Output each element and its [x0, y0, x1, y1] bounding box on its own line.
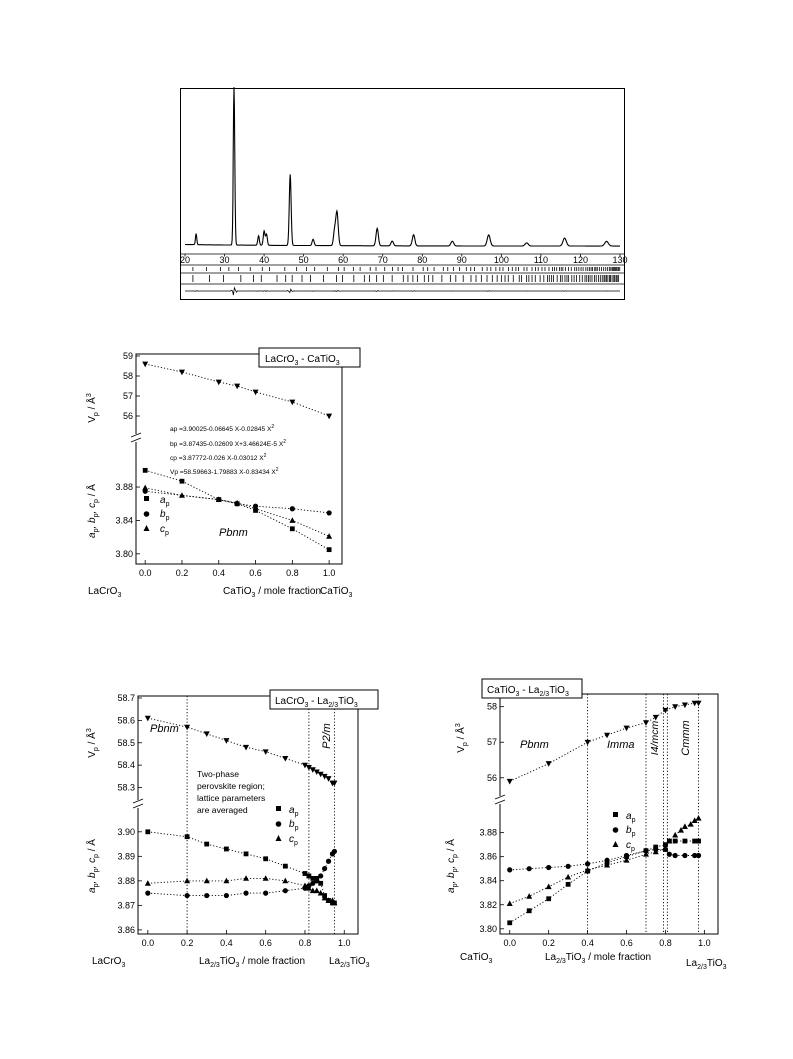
- catio3-la23tio3-chart: [440, 676, 752, 976]
- series-b-point: [546, 865, 551, 870]
- xrd-tick-label: 60: [338, 255, 349, 265]
- series-b-point: [290, 506, 295, 511]
- lattice-tick-label: 3.88: [117, 875, 135, 886]
- x-tick-label: 1.0: [322, 568, 336, 578]
- chart1-legend: [144, 495, 170, 537]
- volume-tick-label: 56: [122, 411, 133, 421]
- series-b-point: [696, 853, 701, 858]
- series-c-line: [148, 878, 335, 903]
- xrd-profile: [185, 87, 620, 246]
- x-tick-label: 1.0: [337, 938, 351, 948]
- xrd-tick-label: 80: [417, 255, 428, 265]
- series-b-point: [326, 859, 331, 864]
- lacro3-catio3-chart: [82, 346, 364, 598]
- equation-ap: ap =3.90025-0.06645 X-0.02845 $X^2$: [170, 424, 275, 433]
- x-tick-label: 0.0: [503, 938, 516, 948]
- xrd-intensity-line: [185, 87, 620, 246]
- lacro3-la23tio3-chart: [82, 688, 382, 970]
- x-tick-label: 0.4: [581, 938, 594, 948]
- series-c-point: [526, 893, 532, 899]
- xrd-x-axis: [180, 254, 628, 265]
- lattice-tick-label: 3.86: [479, 851, 497, 862]
- series-a-point: [507, 920, 512, 925]
- chart1-right-end-label: CaTiO$_3$: [320, 586, 353, 599]
- volume-point: [624, 726, 630, 732]
- series-c-line: [510, 818, 699, 903]
- x-tick-label: 1.0: [698, 938, 711, 948]
- xrd-pattern-chart: [179, 88, 628, 300]
- x-tick-label: 0.0: [138, 568, 152, 578]
- series-b-point: [224, 893, 229, 898]
- chart3-phase-imma: Imma: [607, 739, 635, 751]
- series-b-point: [682, 853, 687, 858]
- series-c-point: [546, 884, 552, 890]
- series-b-point: [263, 891, 268, 896]
- chart2-title: LaCrO$_3$ - $La_{2/3}TiO_3$: [275, 696, 358, 709]
- legend-square-marker: [144, 496, 149, 501]
- series-c-point: [282, 878, 288, 884]
- xrd-tick-label: 110: [533, 255, 549, 265]
- series-c-point: [243, 875, 249, 881]
- legend-triangle-marker: [144, 525, 150, 531]
- series-a-point: [263, 856, 268, 861]
- volume-tick-label: 58: [486, 701, 497, 712]
- x-tick-label: 0.8: [659, 938, 672, 948]
- series-b-point: [314, 878, 319, 883]
- xrd-reflection-ticks-1: [193, 267, 620, 271]
- chart2-phase-p2m: P2/m: [321, 723, 333, 749]
- series-a-point: [244, 851, 249, 856]
- note-line-4: are averaged: [197, 805, 248, 815]
- chart2-x-label: $La_{2/3}TiO_3$ / mole fraction: [198, 956, 306, 969]
- series-c-point: [565, 874, 571, 880]
- chart3-volume-label: $V_p$ / $Å^3$: [455, 723, 469, 753]
- legend-square-marker: [276, 806, 281, 811]
- equation-vp: Vp =58.59663-1.79883 X-0.83434 $X^2$: [170, 467, 279, 476]
- xrd-tick-label: 90: [456, 255, 467, 265]
- series-c-point: [314, 887, 320, 893]
- volume-point: [282, 756, 288, 762]
- legend-b: $b_p$: [160, 509, 170, 522]
- volume-tick-label: 57: [486, 737, 497, 748]
- series-a-point: [145, 829, 150, 834]
- legend-c: $c_p$: [626, 840, 635, 853]
- legend-a: $a_p$: [289, 805, 299, 818]
- series-a-point: [204, 842, 209, 847]
- volume-point: [243, 745, 249, 751]
- series-a-point: [180, 479, 185, 484]
- lattice-tick-label: 3.88: [479, 827, 497, 838]
- chart2-note: [197, 769, 265, 815]
- series-a-point: [327, 547, 332, 552]
- legend-b: $b_p$: [626, 825, 636, 838]
- series-c-point: [184, 878, 190, 884]
- xrd-tick-label: 70: [377, 255, 388, 265]
- volume-trend-line: [145, 364, 329, 416]
- legend-square-marker: [613, 812, 618, 817]
- series-c-point: [682, 823, 688, 829]
- x-tick-label: 0.8: [286, 568, 299, 578]
- legend-circle-marker: [144, 511, 150, 517]
- chart2-volume-label: $V_p$ / $Å^3$: [86, 728, 100, 758]
- xrd-tick-label: 30: [219, 255, 230, 265]
- legend-triangle-marker: [276, 835, 282, 841]
- volume-tick-label: 58.7: [117, 693, 135, 703]
- series-b-point: [585, 861, 590, 866]
- series-a-point: [185, 834, 190, 839]
- volume-point: [696, 701, 702, 707]
- xrd-difference-curve: [185, 288, 620, 295]
- x-tick-label: 0.2: [542, 938, 555, 948]
- equation-bp: bp =3.87435-0.02609 X+3.46624E-5 $X^2$: [170, 439, 287, 448]
- x-tick-label: 0.6: [259, 938, 272, 948]
- xrd-tick-label: 50: [298, 255, 309, 265]
- axis-break-marker: [133, 799, 143, 808]
- chart2-right-end-label: $La_{2/3}TiO_3$: [329, 956, 370, 969]
- chart3-legend: [613, 811, 636, 853]
- series-b-point: [673, 853, 678, 858]
- chart3-phase-i4mcm: I4/mcm: [649, 720, 661, 756]
- volume-tick-label: 59: [122, 351, 133, 361]
- series-b-point: [253, 504, 258, 509]
- equation-cp: cp =3.87772-0.026 X-0.03012 $X^2$: [170, 453, 267, 462]
- series-b-point: [322, 866, 327, 871]
- legend-a: $a_p$: [160, 495, 170, 508]
- x-tick-label: 0.6: [249, 568, 262, 578]
- volume-point: [179, 370, 185, 376]
- series-c-point: [696, 815, 702, 821]
- xrd-difference-line: [185, 288, 620, 295]
- chart1-volume-label: $V_p$ / $Å^3$: [86, 393, 100, 423]
- volume-point: [682, 702, 688, 708]
- xrd-tick-label: 130: [612, 255, 628, 265]
- x-tick-label: 0.4: [212, 568, 226, 578]
- lattice-tick-label: 3.80: [479, 923, 497, 934]
- volume-point: [326, 414, 332, 420]
- series-c-point: [326, 533, 332, 539]
- legend-b: $b_p$: [289, 819, 299, 832]
- series-c-point: [672, 832, 678, 838]
- legend-a: $a_p$: [626, 811, 636, 824]
- lattice-tick-label: 3.88: [115, 482, 133, 493]
- lattice-tick-label: 3.80: [115, 548, 133, 559]
- chart2-lattice-label: $a_p$, $b_p$, $c_p$ / Å: [87, 839, 100, 893]
- chart3-phase-pbnm: Pbnm: [520, 739, 549, 751]
- volume-tick-label: 58.3: [117, 782, 135, 793]
- volume-point: [585, 740, 591, 746]
- series-c-point: [142, 485, 148, 491]
- series-b-point: [507, 867, 512, 872]
- chart1-phase-label: Pbnm: [219, 527, 248, 539]
- chart1-left-end-label: LaCrO$_3$: [88, 586, 122, 599]
- series-a-point: [283, 864, 288, 869]
- axis-break-marker: [131, 433, 141, 442]
- xrd-tick-label: 40: [259, 255, 270, 265]
- series-a-point: [527, 908, 532, 913]
- volume-tick-label: 58.5: [117, 737, 135, 748]
- series-b-point: [566, 864, 571, 869]
- legend-c: $c_p$: [160, 524, 169, 537]
- note-line-1: Two-phase: [197, 769, 240, 779]
- series-c-point: [289, 517, 295, 523]
- chart1-equations: [170, 424, 286, 476]
- chart2-legend: [276, 805, 299, 847]
- x-tick-label: 0.4: [220, 938, 233, 948]
- series-a-point: [696, 839, 701, 844]
- series-a-line: [148, 832, 335, 903]
- series-a-point: [566, 882, 571, 887]
- lattice-tick-label: 3.87: [117, 900, 135, 911]
- series-b-point: [318, 873, 323, 878]
- chart3-lattice-label: $a_p$, $b_p$, $c_p$ / Å: [446, 839, 459, 893]
- lattice-tick-label: 3.86: [117, 924, 135, 935]
- xrd-reflection-ticks-2: [193, 275, 619, 282]
- x-tick-label: 0.6: [620, 938, 633, 948]
- series-b-point: [204, 893, 209, 898]
- series-a-point: [683, 839, 688, 844]
- volume-point: [507, 779, 513, 785]
- xrd-tick-label: 100: [493, 255, 509, 265]
- series-b-point: [283, 888, 288, 893]
- chart3-right-end-label: $La_{2/3}TiO_3$: [686, 958, 727, 971]
- chart3-title: CaTiO$_3$ - $La_{2/3}TiO_3$: [487, 685, 569, 698]
- series-b-point: [185, 893, 190, 898]
- chart1-x-label: CaTiO$_3$ / mole fraction: [222, 586, 322, 599]
- series-a-point: [673, 839, 678, 844]
- volume-tick-label: 58.6: [117, 715, 135, 726]
- chart2-phase-pbnm: Pbnm: [150, 723, 179, 735]
- chart1-lattice-label: $a_p$, $b_p$, $c_p$ / Å: [87, 484, 100, 538]
- volume-tick-label: 58: [122, 371, 133, 381]
- series-b-point: [145, 891, 150, 896]
- series-c-point: [507, 900, 513, 906]
- series-a-point: [143, 468, 148, 473]
- xrd-tick-label: 120: [572, 255, 588, 265]
- series-b-point: [527, 866, 532, 871]
- x-tick-label: 0.0: [141, 938, 155, 948]
- x-tick-label: 0.2: [180, 938, 194, 948]
- volume-tick-label: 58.4: [117, 760, 135, 771]
- lattice-tick-label: 3.84: [479, 875, 497, 886]
- series-a-point: [546, 896, 551, 901]
- volume-point: [546, 761, 552, 767]
- volume-tick-label: 56: [486, 772, 497, 783]
- chart3-left-end-label: CaTiO$_3$: [460, 952, 493, 965]
- lattice-tick-label: 3.82: [479, 899, 497, 910]
- x-tick-label: 0.8: [298, 938, 312, 948]
- chart3-x-label: $La_{2/3}TiO_3$ / mole fraction: [544, 952, 652, 965]
- lattice-tick-label: 3.84: [115, 515, 133, 526]
- note-line-3: lattice parameters: [197, 793, 266, 803]
- volume-point: [145, 716, 151, 722]
- volume-point: [653, 715, 659, 721]
- legend-circle-marker: [613, 827, 619, 833]
- legend-circle-marker: [276, 821, 282, 827]
- axis-break-marker: [495, 795, 505, 804]
- series-b-point: [332, 849, 337, 854]
- lattice-tick-label: 3.89: [117, 851, 135, 862]
- series-a-point: [224, 847, 229, 852]
- series-a-point: [290, 526, 295, 531]
- chart1-title: LaCrO$_3$ - CaTiO$_3$: [265, 354, 340, 367]
- x-tick-label: 0.2: [175, 568, 189, 578]
- chart2-left-end-label: LaCrO$_3$: [92, 956, 126, 969]
- xrd-tick-label: 20: [179, 255, 191, 265]
- chart3-phase-cmmm: Cmmm: [680, 720, 692, 756]
- series-b-point: [327, 510, 332, 515]
- series-c-point: [145, 880, 151, 886]
- legend-triangle-marker: [613, 841, 619, 847]
- note-line-2: perovskite region;: [197, 781, 265, 791]
- volume-point: [204, 731, 210, 737]
- legend-c: $c_p$: [289, 834, 298, 847]
- lattice-tick-label: 3.90: [117, 826, 135, 837]
- volume-tick-label: 57: [122, 391, 133, 401]
- series-b-point: [243, 891, 248, 896]
- volume-point: [142, 362, 148, 368]
- series-b-point: [667, 852, 672, 857]
